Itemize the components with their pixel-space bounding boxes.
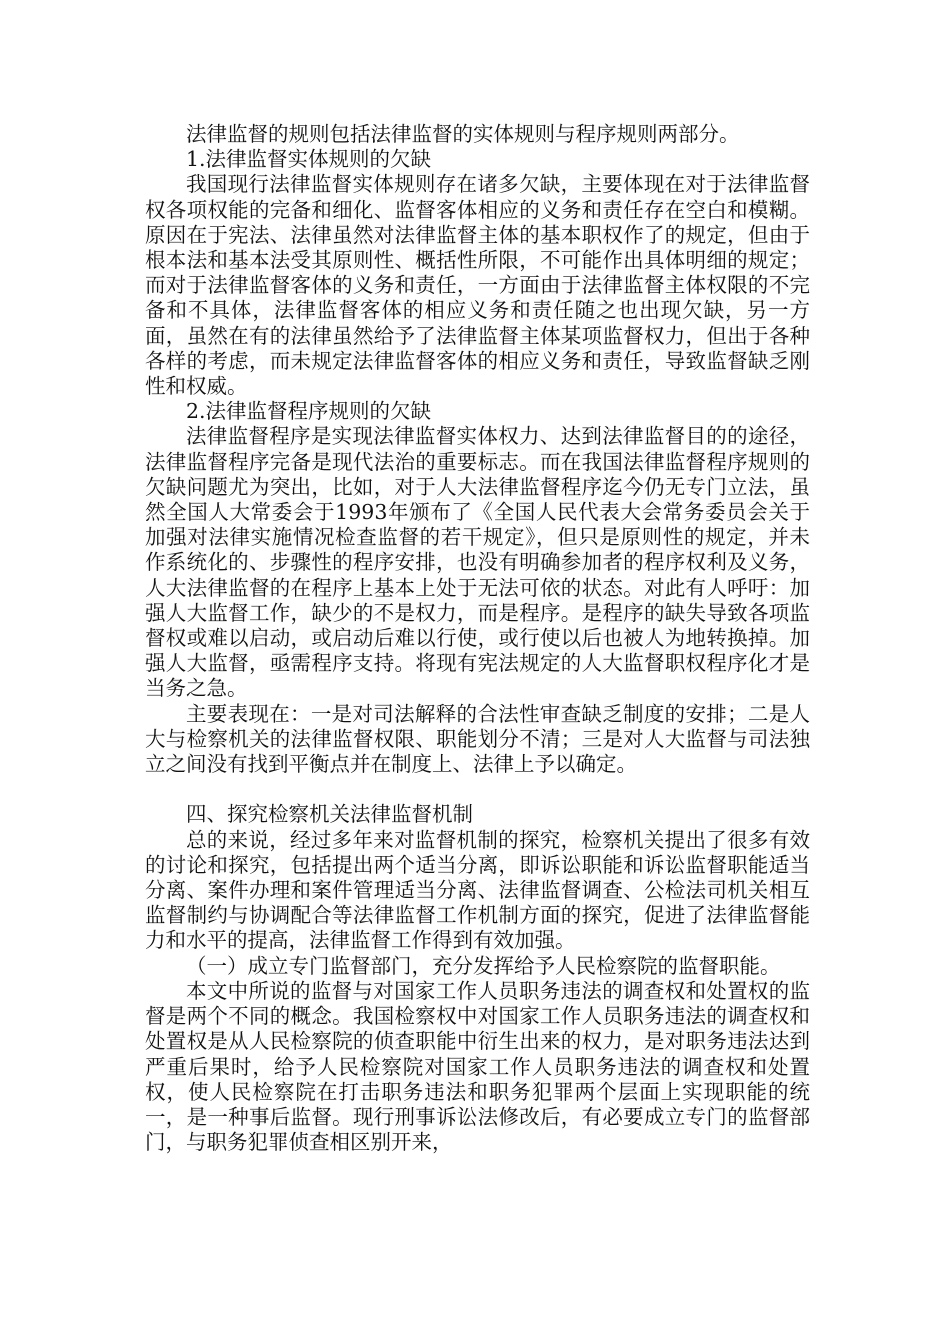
- paragraph-summary: 总的来说，经过多年来对监督机制的探究，检察机关提出了很多有效的讨论和探究，包括提出两个适当分离，即诉讼职能和诉讼监督职能适当分离、案件办理和案件管理适当分离、法律监督调查、公检法司机关相互监督制约与协调配合等法律监督工作机制方面的探究，促进了法律监督能力和水平的提高，法律监督工作得到有效加强。: [145, 827, 810, 953]
- paragraph-main-manifestations: 主要表现在：一是对司法解释的合法性审查缺乏制度的安排；二是人大与检察机关的法律监督权限、职能划分不清；三是对人大监督与司法独立之间没有找到平衡点并在制度上、法律上予以确定。: [145, 701, 810, 777]
- document-page: [145, 122, 810, 1155]
- paragraph-supervision-concept: 本文中所说的监督与对国家工作人员职务违法的调查权和处置权的监督是两个不同的概念。我国检察权中对国家工作人员职务违法的调查权和处置权是从人民检察院的侦查职能中衍生出来的权力，是对职务违法达到严重后果时，给予人民检察院对国家工作人员职务违法的调查权和处置权，使人民检察院在打击职务违法和职务犯罪两个层面上实现职能的统一，是一种事后监督。现行刑事诉讼法修改后，有必要成立专门的监督部门，与职务犯罪侦查相区别开来，: [145, 978, 810, 1155]
- heading-substantive-rules: 1.法律监督实体规则的欠缺: [186, 147, 432, 172]
- heading-special-department: （一）成立专门监督部门，充分发挥给予人民检察院的监督职能。: [186, 953, 781, 978]
- paragraph-intro: 法律监督的规则包括法律监督的实体规则与程序规则两部分。: [186, 122, 740, 146]
- paragraph-procedural-rules: 法律监督程序是实现法律监督实体权力、达到法律监督目的的途径，法律监督程序完备是现代法治的重要标志。而在我国法律监督程序规则的欠缺问题尤为突出，比如，对于人大法律监督程序迄今仍无专门立法，虽然全国人大常委会于1993年颁布了《全国人民代表大会常务委员会关于加强对法律实施情况检查监督的若干规定》，但只是原则性的规定，并未作系统化的、步骤性的程序安排，也没有明确参加者的程序权利及义务，人大法律监督的在程序上基本上处于无法可依的状态。对此有人呼吁：加强人大监督工作，缺少的不是权力，而是程序。是程序的缺失导致各项监督权或难以启动，或启动后难以行使，或行使以后也被人为地转换掉。加强人大监督，亟需程序支持。将现有宪法规定的人大监督职权程序化才是当务之急。: [145, 424, 810, 701]
- blank-line: [145, 777, 810, 802]
- section-heading-four: 四、探究检察机关法律监督机制: [186, 802, 473, 827]
- paragraph-substantive-rules: 我国现行法律监督实体规则存在诸多欠缺，主要体现在对于法律监督权各项权能的完备和细化、监督客体相应的义务和责任存在空白和模糊。原因在于宪法、法律虽然对法律监督主体的基本职权作了的规定，但由于根本法和基本法受其原则性、概括性所限，不可能作出具体明细的规定；而对于法律监督客体的义务和责任，一方面由于法律监督主体权限的不完备和不具体，法律监督客体的相应义务和责任随之也出现欠缺，另一方面，虽然在有的法律虽然给予了法律监督主体某项监督权力，但出于各种各样的考虑，而未规定法律监督客体的相应义务和责任，导致监督缺乏刚性和权威。: [145, 172, 810, 399]
- heading-procedural-rules: 2.法律监督程序规则的欠缺: [186, 399, 432, 424]
